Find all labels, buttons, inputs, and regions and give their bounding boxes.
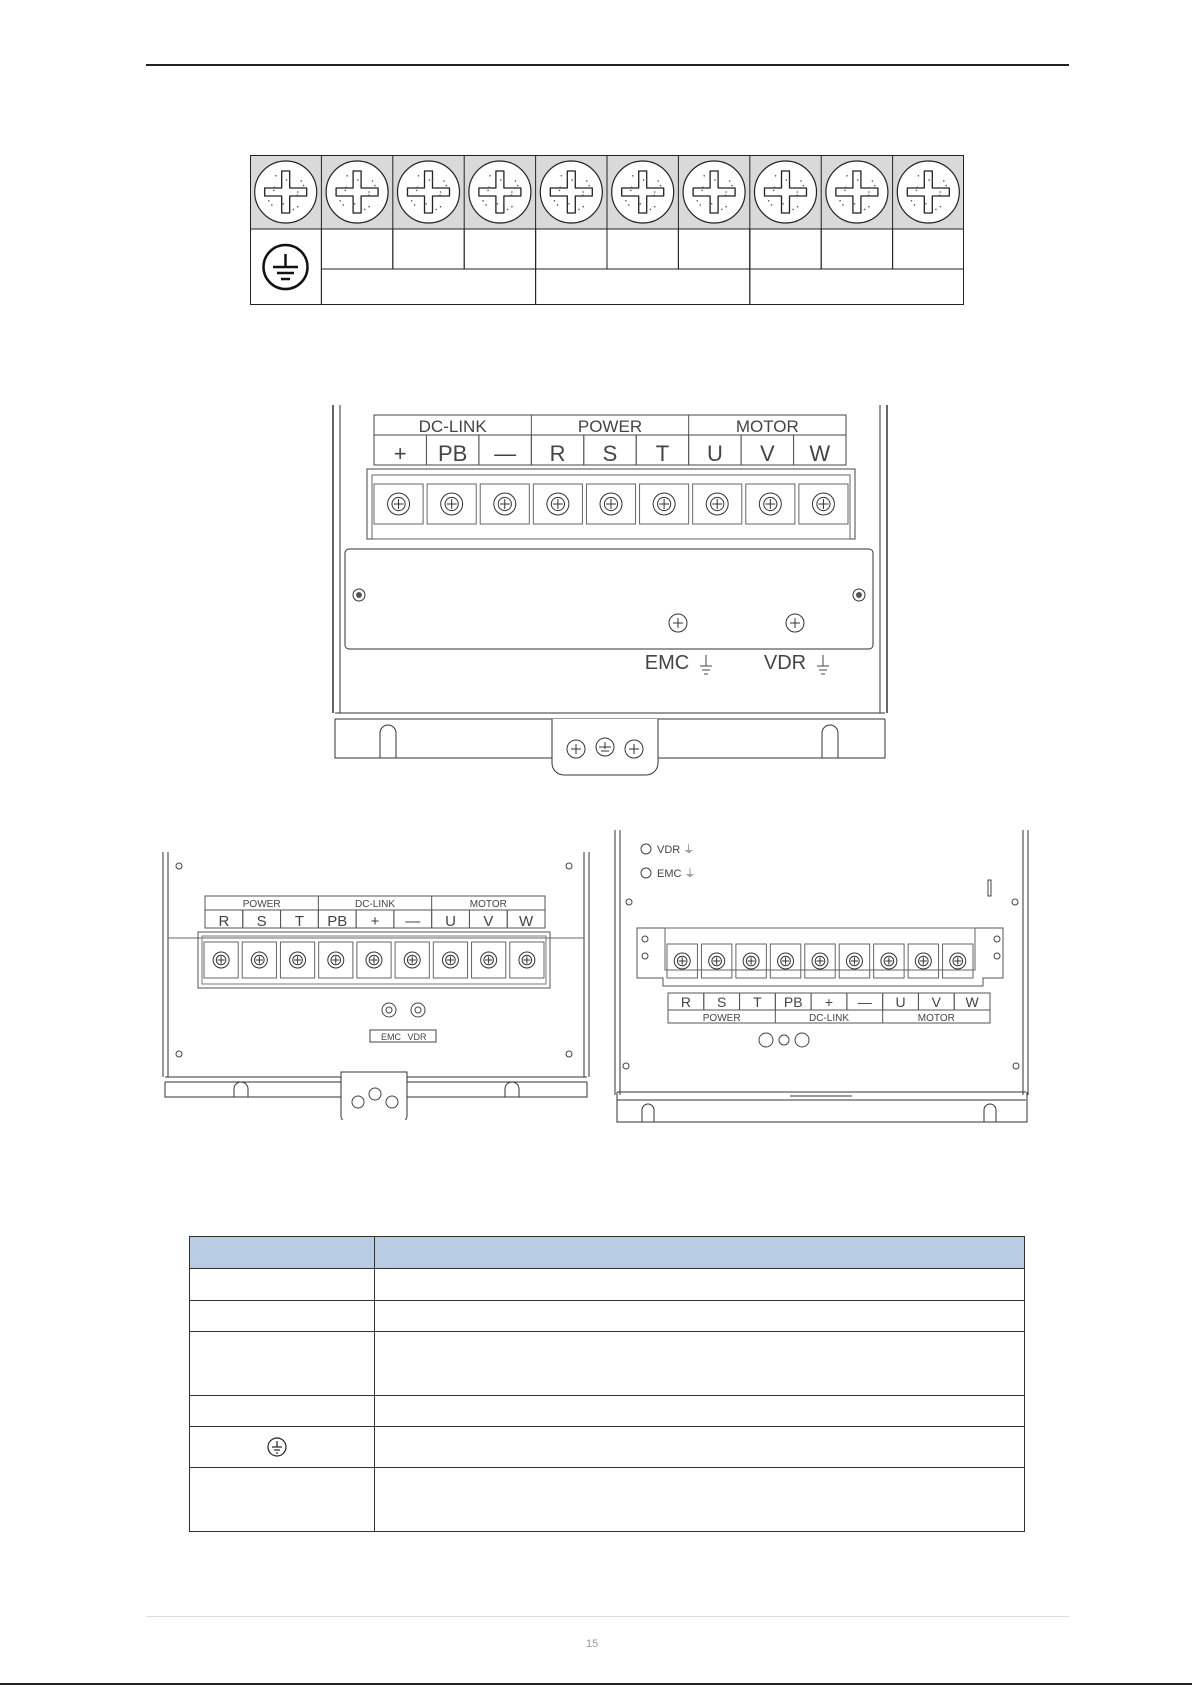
terminal-screw-icon	[839, 944, 869, 978]
phillips-screw-icon	[755, 161, 817, 223]
terminal-screw-table	[250, 155, 964, 305]
table-cell	[190, 1301, 375, 1332]
terminal-label: W	[519, 913, 534, 930]
terminal-label: R	[549, 441, 566, 466]
phillips-screw-icon	[897, 161, 959, 223]
terminal-diagram-right	[612, 830, 1032, 1125]
table-row	[190, 1468, 1025, 1532]
terminal-screw-icon	[433, 942, 467, 978]
terminal-label: S	[602, 441, 618, 466]
terminal-group-label: POWER	[702, 1013, 741, 1024]
phillips-screw-icon	[326, 161, 388, 223]
ground-icon	[264, 245, 308, 289]
terminal-label: W	[809, 441, 831, 466]
terminal-group-label: POWER	[242, 899, 281, 910]
table-row	[190, 1269, 1025, 1301]
terminal-screw-icon	[746, 484, 795, 524]
table-row	[190, 1332, 1025, 1396]
terminal-group-label: MOTOR	[735, 417, 799, 436]
terminal-label: R	[218, 913, 230, 930]
table-row	[190, 1427, 1025, 1468]
table-cell	[375, 1301, 1025, 1332]
terminal-diagram-left	[160, 852, 592, 1120]
table-cell-ground	[190, 1427, 375, 1468]
terminal-screw-icon	[736, 944, 766, 978]
terminal-label: —	[494, 441, 517, 466]
terminal-group-label: MOTOR	[469, 899, 507, 910]
terminal-label: T	[753, 994, 762, 1010]
terminal-screw-icon	[693, 484, 742, 524]
terminal-screw-icon	[242, 942, 276, 978]
terminal-group-label: MOTOR	[917, 1013, 955, 1024]
terminal-screw-icon	[357, 942, 391, 978]
terminal-label: T	[294, 913, 305, 930]
phillips-screw-icon	[540, 161, 602, 223]
terminal-label: PB	[327, 913, 348, 930]
terminal-label: —	[405, 913, 421, 930]
terminal-screw-icon	[701, 944, 731, 978]
terminal-screw-icon	[799, 484, 848, 524]
phillips-screw-icon	[255, 161, 317, 223]
table-header-cell	[190, 1237, 375, 1269]
terminal-group-label: DC-LINK	[354, 899, 396, 910]
terminal-screw-icon	[480, 484, 529, 524]
terminal-screw-icon	[533, 484, 582, 524]
table-cell	[190, 1332, 375, 1396]
terminal-group-label: DC-LINK	[418, 417, 487, 436]
terminal-label: V	[483, 913, 494, 930]
phillips-screw-icon	[398, 161, 460, 223]
terminal-screw-icon	[472, 942, 506, 978]
phillips-screw-icon	[612, 161, 674, 223]
terminal-label: V	[759, 441, 775, 466]
vdr-label: VDR	[763, 652, 807, 674]
vdr-label: VDR ⏚	[657, 844, 695, 856]
table-cell	[375, 1332, 1025, 1396]
terminal-screw-icon	[770, 944, 800, 978]
terminal-label: U	[445, 913, 456, 930]
emc-label: EMC	[644, 652, 690, 674]
table-cell	[190, 1396, 375, 1427]
terminal-diagram-main	[330, 403, 890, 778]
phillips-screw-icon	[683, 161, 745, 223]
terminal-label: +	[393, 441, 407, 466]
terminal-screw-icon	[319, 942, 353, 978]
terminal-screw-icon	[874, 944, 904, 978]
table-row	[190, 1396, 1025, 1427]
terminal-screw-icon	[395, 942, 429, 978]
table-cell	[375, 1427, 1025, 1468]
terminal-label: R	[680, 994, 691, 1010]
terminal-screw-icon	[908, 944, 938, 978]
vdr-label: VDR	[407, 1032, 427, 1042]
table-cell	[190, 1468, 375, 1532]
footer-rule	[146, 1616, 1069, 1617]
terminal-screw-icon	[586, 484, 635, 524]
terminal-description-table	[189, 1236, 1025, 1532]
terminal-group-label: DC-LINK	[808, 1013, 850, 1024]
page-number: 15	[586, 1638, 599, 1650]
phillips-screw-icon	[469, 161, 531, 223]
terminal-label: S	[716, 994, 727, 1010]
terminal-label: —	[857, 994, 872, 1010]
emc-label: EMC	[381, 1032, 401, 1042]
terminal-screw-icon	[280, 942, 314, 978]
phillips-screw-icon	[826, 161, 888, 223]
terminal-screw-icon	[805, 944, 835, 978]
terminal-group-label: POWER	[577, 417, 643, 436]
terminal-screw-icon	[640, 484, 689, 524]
terminal-label: +	[370, 913, 380, 930]
terminal-label: PB	[783, 994, 803, 1010]
terminal-screw-icon	[943, 944, 973, 978]
terminal-screw-icon	[510, 942, 544, 978]
header-rule	[146, 64, 1069, 66]
terminal-label: +	[824, 994, 834, 1010]
terminal-label: S	[256, 913, 267, 930]
terminal-label: U	[895, 994, 906, 1010]
table-header-cell	[375, 1237, 1025, 1269]
table-cell	[375, 1269, 1025, 1301]
ground-icon	[266, 1436, 288, 1458]
terminal-label: U	[706, 441, 723, 466]
table-row	[190, 1301, 1025, 1332]
emc-label: EMC ⏚	[657, 868, 696, 880]
table-header-row	[190, 1237, 1025, 1269]
terminal-label: T	[655, 441, 670, 466]
table-cell	[375, 1468, 1025, 1532]
terminal-screw-icon	[667, 944, 697, 978]
terminal-label: V	[931, 994, 942, 1010]
table-cell	[190, 1269, 375, 1301]
terminal-screw-icon	[204, 942, 238, 978]
terminal-screw-icon	[427, 484, 476, 524]
terminal-label: PB	[437, 441, 468, 466]
terminal-label: W	[965, 994, 979, 1010]
table-cell	[375, 1396, 1025, 1427]
terminal-screw-icon	[374, 484, 423, 524]
